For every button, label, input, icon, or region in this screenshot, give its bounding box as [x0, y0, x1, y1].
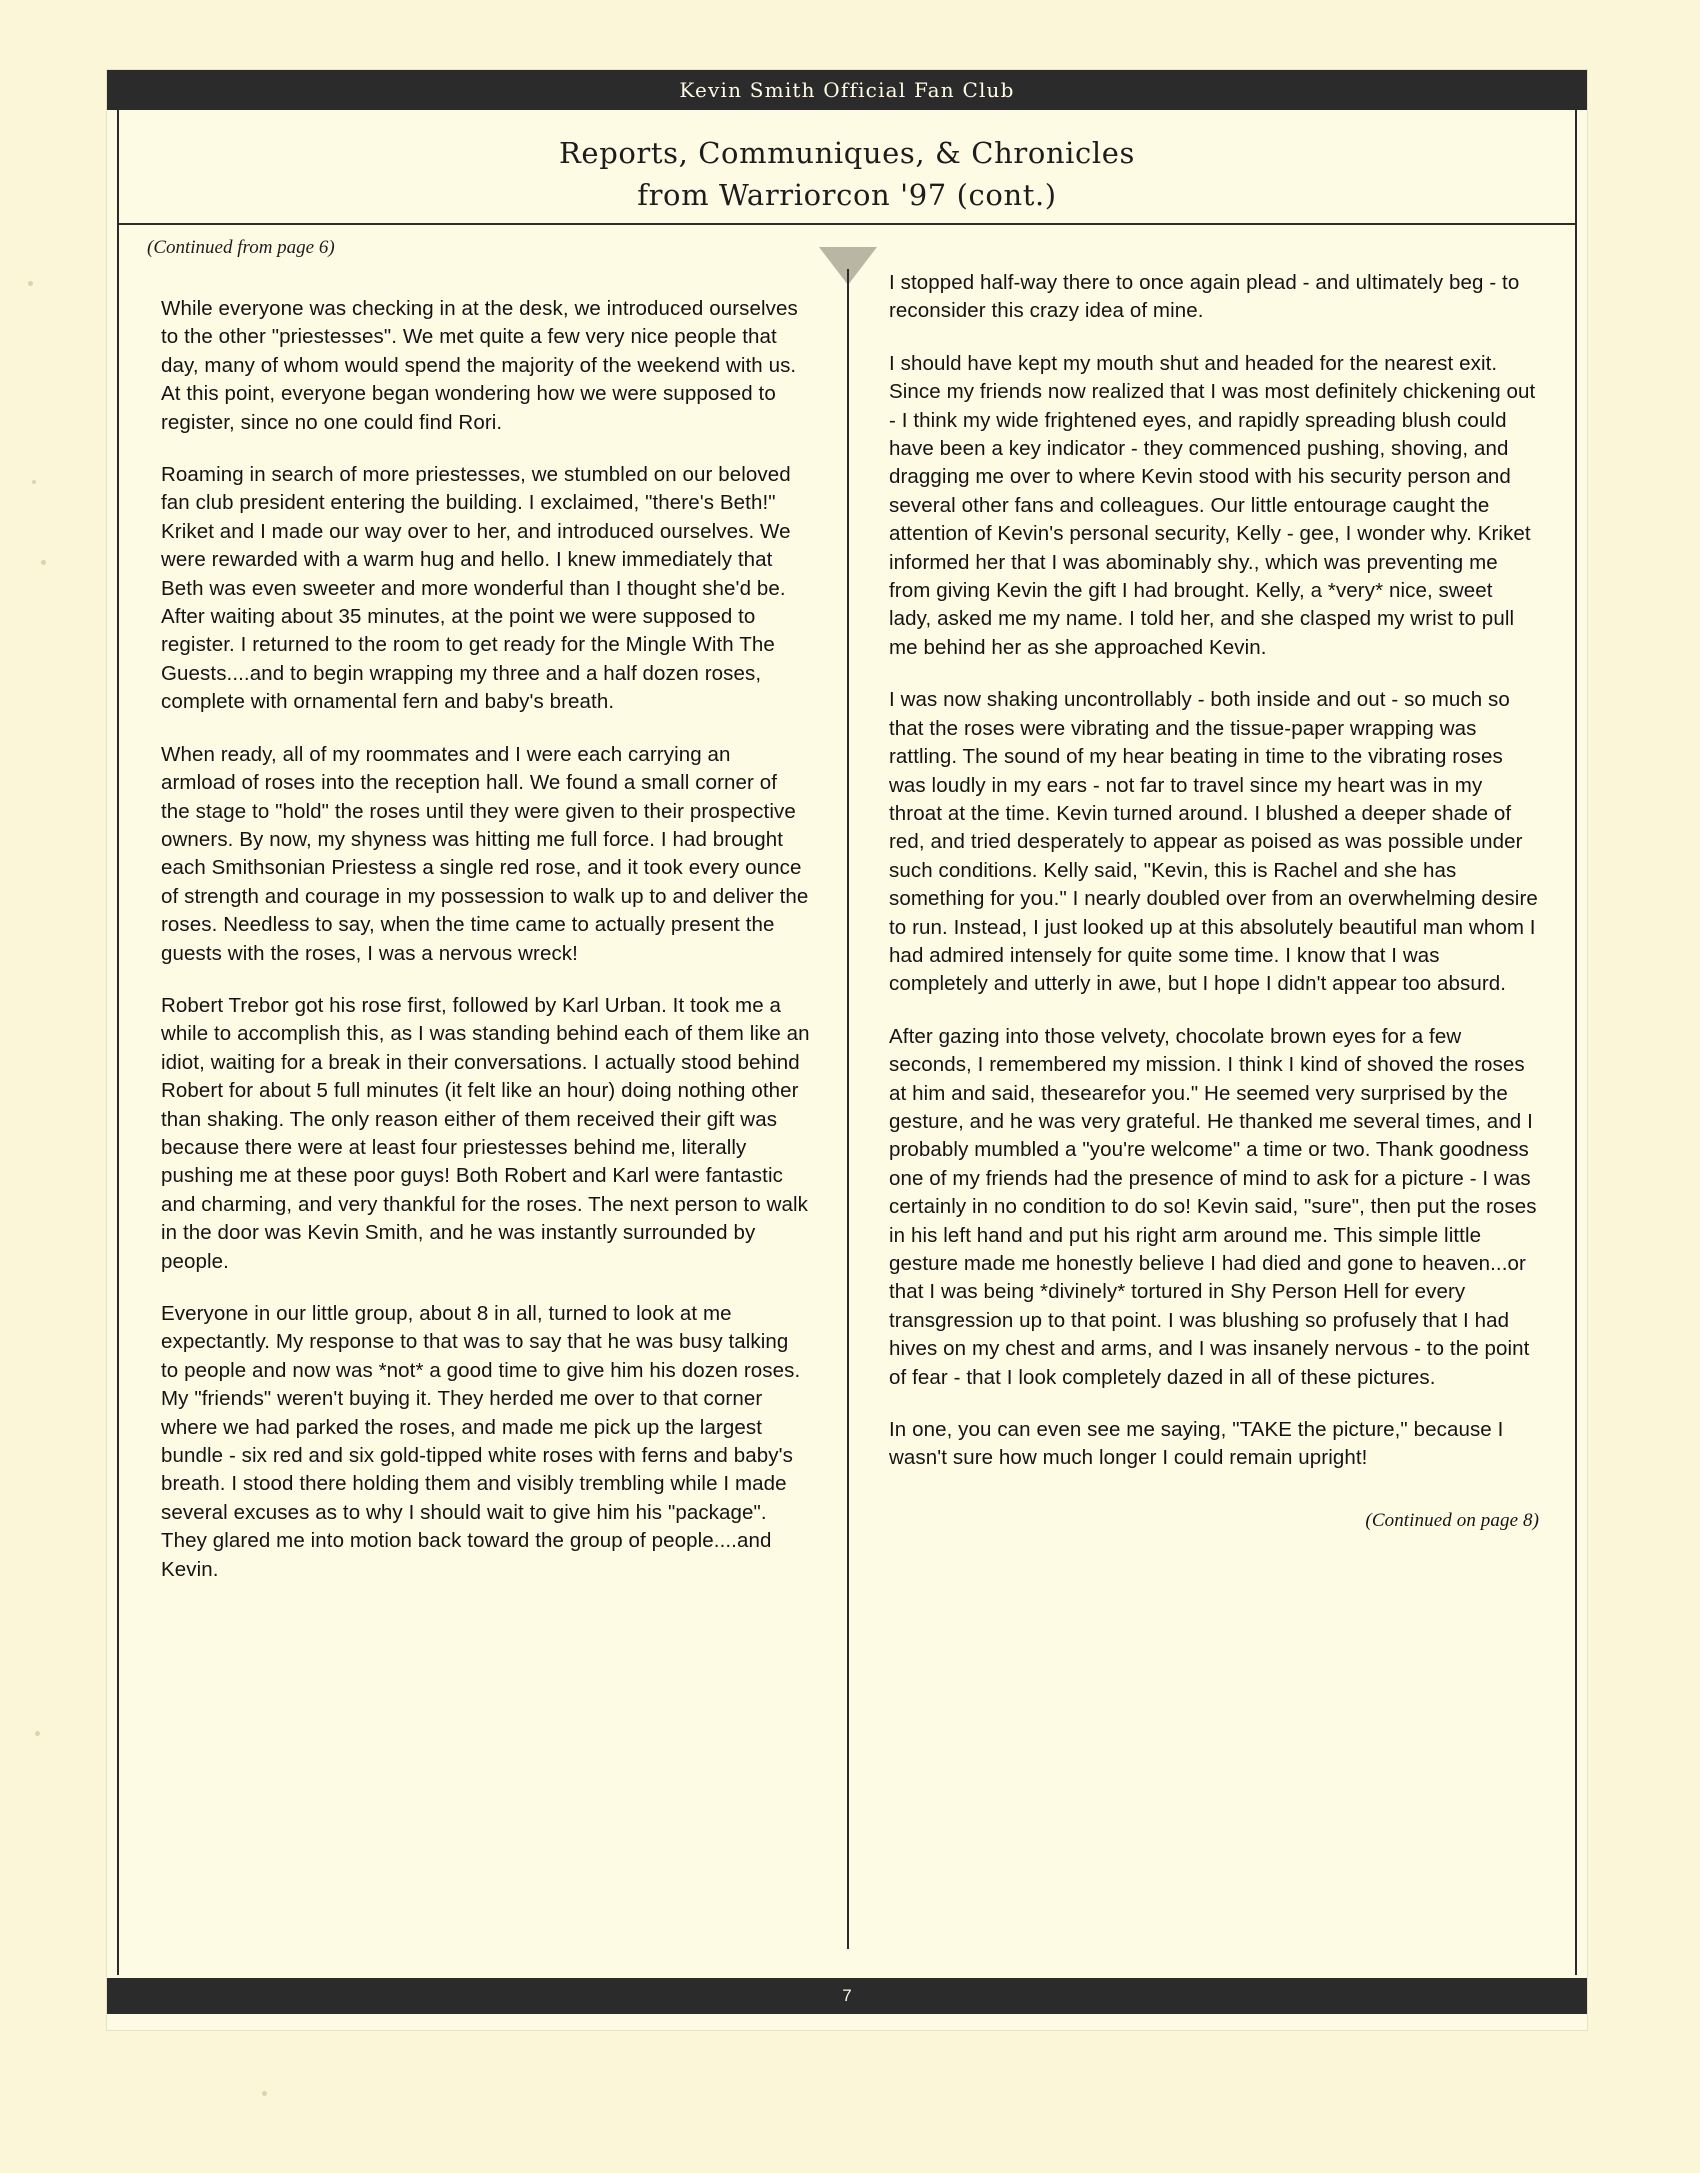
paragraph: When ready, all of my roommates and I were each carrying an armload of roses into the reception hall. We found a small corner of the stage to "hold" the roses until they were given to their prospective owners. By now, my shyness was hitting me full force. I had brought each Smithsonian Priestess a single red rose, and it took every ounce of strength and courage in my possession to walk up to and deliver the roses. Needless to say, when the time came to actually present the guests with the roses, I was a nervous wreck! — [161, 742, 809, 965]
left-column — [161, 295, 811, 1608]
article-title-line2: from Warriorcon '97 (cont.) — [637, 178, 1057, 212]
paragraph: Roaming in search of more priestesses, we stumbled on our beloved fan club president entering the building. I exclaimed, "there's Beth!" Kriket and I made our way over to her, and introduced ourselves. We were rewarded with a warm hug and hello. I knew immediately that Beth was even sweeter and more wonderful than I thought she'd be. After waiting about 35 minutes, at the point we were supposed to register. I returned to the room to get ready for the Mingle With The Guests....and to begin wrapping my three and a half dozen roses, complete with ornamental fern and baby's breath. — [161, 463, 791, 714]
masthead — [107, 70, 1587, 110]
paragraph: Everyone in our little group, about 8 in all, turned to look at me expectantly. My response to that was to say that he was busy talking to people and now was *not* a good time to give him his dozen roses. My "friends" weren't buying it. They herded me over to that corner where we had parked the roses, and made me pick up the largest bundle - six red and six gold-tipped white roses with ferns and baby's breath. I stood there holding them and visibly trembling while I made several excuses as to why I should wait to give him his "package". They glared me into motion back toward the group of people....and Kevin. — [161, 1302, 801, 1581]
scan-speck — [41, 560, 46, 565]
article-title-line1: Reports, Communiques, & Chronicles — [559, 136, 1135, 170]
newsletter-page — [107, 70, 1587, 2030]
column-divider — [847, 269, 849, 1949]
article-body — [117, 225, 1577, 1975]
paragraph: Robert Trebor got his rose first, followed by Karl Urban. It took me a while to accomplish this, as I was standing behind each of them like an idiot, waiting for a break in their conversations. I actually stood behind Robert for about 5 full minutes (it felt like an hour) doing nothing other than shaking. The only reason either of them received their gift was because there were at least four priestesses behind me, literally pushing me at these poor guys! Both Robert and Karl were fantastic and charming, and very thankful for the roses. The next person to walk in the door was Kevin Smith, and he was instantly surrounded by people. — [161, 993, 810, 1273]
right-column — [889, 269, 1539, 1535]
masthead-title: Kevin Smith Official Fan Club — [679, 78, 1015, 102]
page-footer — [107, 1978, 1587, 2014]
paragraph: I was now shaking uncontrollably - both inside and out - so much so that the roses were vibrating and the tissue-paper wrapping was rattling. The sound of my hear beating in time to the vibrating roses was loudly in my ears - not far to travel since my heart was in my throat at the time. Kevin turned around. I blushed a deeper shade of red, and tried desperately to appear as poised as was possible under such conditions. Kelly said, "Kevin, this is Rachel and she has something for you." I nearly doubled over from an overwhelming desire to run. Instead, I just looked up at this absolutely beautiful man whom I had admired intensely for quite some time. I know that I was completely and utterly in awe, but I hope I didn't appear too absurd. — [889, 688, 1538, 996]
paragraph: I should have kept my mouth shut and headed for the nearest exit. Since my friends now realized that I was most definitely chickening out - I think my wide frightened eyes, and rapidly spreading blush could have been a key indicator - they commenced pushing, shoving, and dragging me over to where Kevin stood with his security person and several other fans and colleagues. Our little entourage caught the attention of Kevin's personal security, Kelly - gee, I wonder why. Kriket informed her that I was abominably shy., which was preventing me from giving Kevin the gift I had brought. Kelly, a *very* nice, sweet lady, asked me my name. I told her, and she clasped my wrist to pull me behind her as she approached Kevin. — [889, 351, 1536, 659]
continued-on-note: (Continued on page 8) — [1365, 1509, 1539, 1531]
scan-speck — [32, 480, 36, 484]
paragraph: After gazing into those velvety, chocolate brown eyes for a few seconds, I remembered my mission. I think I kind of shoved the roses at him and said, thesearefor you." He seemed very surprised by the gesture, and he was very grateful. He thanked me several times, and I probably mumbled a "you're welcome" a time or two. Thank goodness one of my friends had the presence of mind to ask for a picture - I was certainly in no condition to do so! Kevin said, "sure", then put the roses in his left hand and put his right arm around me. This simple little gesture made me honestly believe I had died and gone to heaven...or that I was being *divinely* tortured in Shy Person Hell for every transgression up to that point. I was blushing so profusely that I had hives on my chest and arms, and I was insanely nervous - to the point of fear - that I look completely dazed in all of these pictures. — [889, 1024, 1537, 1389]
paragraph: While everyone was checking in at the desk, we introduced ourselves to the other "priestesses". We met quite a few very nice people that day, many of whom would spend the majority of the weekend with us. At this point, everyone began wondering how we were supposed to register, since no one could find Rori. — [161, 297, 798, 434]
page-number: 7 — [842, 1986, 852, 2005]
scan-speck — [35, 1731, 40, 1736]
scan-speck — [28, 281, 33, 286]
paragraph: In one, you can even see me saying, "TAKE the picture," because I wasn't sure how much longer I could remain upright! — [889, 1418, 1504, 1470]
scan-speck — [262, 2091, 267, 2096]
continued-from-note: (Continued from page 6) — [147, 237, 335, 258]
paragraph: I stopped half-way there to once again plead - and ultimately beg - to reconsider this crazy idea of mine. — [889, 271, 1520, 323]
article-title-block — [117, 110, 1577, 225]
